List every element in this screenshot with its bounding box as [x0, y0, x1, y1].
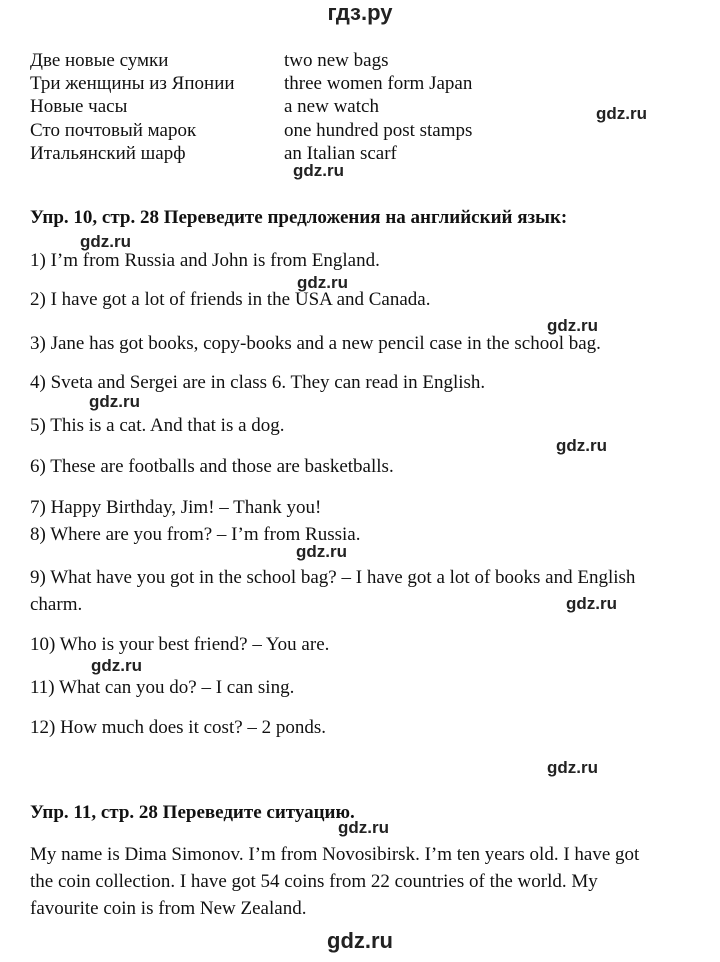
watermark: gdz.ru: [547, 316, 598, 335]
sentence: 5) This is a cat. And that is a dog.: [30, 415, 285, 436]
sentence: 12) How much does it cost? – 2 ponds.: [30, 717, 327, 738]
watermark: gdz.ru: [338, 818, 389, 837]
sentence: 9) What have you got in the school bag? – I have got a lot of books and English: [30, 567, 636, 588]
watermark: gdz.ru: [89, 392, 140, 411]
watermark: gdz.ru: [547, 758, 598, 777]
sentence: 8) Where are you from? – I’m from Russia.: [30, 524, 361, 545]
watermark: gdz.ru: [596, 104, 647, 123]
sentence-continuation: charm.: [30, 594, 83, 615]
vocab-en: three women form Japan: [284, 73, 473, 94]
vocab-ru: Две новые сумки: [30, 50, 169, 71]
watermark: gdz.ru: [296, 542, 347, 561]
sentence: 2) I have got a lot of friends in the USA and Canada.: [30, 289, 431, 310]
vocab-en: one hundred post stamps: [284, 120, 473, 141]
vocab-en: a new watch: [284, 96, 379, 117]
watermark: gdz.ru: [556, 436, 607, 455]
sentence: 10) Who is your best friend? – You are.: [30, 634, 330, 655]
sentence: 4) Sveta and Sergei are in class 6. They can read in English.: [30, 372, 486, 393]
watermark: gdz.ru: [91, 656, 142, 675]
sentence: 11) What can you do? – I can sing.: [30, 677, 295, 698]
watermark: gdz.ru: [293, 161, 344, 180]
watermark-top: гдз.ру: [327, 0, 393, 25]
vocab-ru: Новые часы: [30, 96, 128, 117]
sentence: 1) I’m from Russia and John is from England.: [30, 250, 380, 271]
paragraph-line: favourite coin is from New Zealand.: [30, 898, 307, 919]
vocab-ru: Итальянский шарф: [30, 143, 186, 164]
vocab-en: an Italian scarf: [284, 143, 397, 164]
sentence: 6) These are footballs and those are basketballs.: [30, 456, 394, 477]
watermark-bottom: gdz.ru: [327, 928, 393, 953]
vocab-en: two new bags: [284, 50, 389, 71]
sentence: 3) Jane has got books, copy-books and a new pencil case in the school bag.: [30, 333, 601, 354]
vocab-ru: Три женщины из Японии: [30, 73, 235, 94]
watermark: gdz.ru: [297, 273, 348, 292]
paragraph-line: the coin collection. I have got 54 coins from 22 countries of the world. My: [30, 871, 598, 892]
sentence: 7) Happy Birthday, Jim! – Thank you!: [30, 497, 322, 518]
paragraph-line: My name is Dima Simonov. I’m from Novosibirsk. I’m ten years old. I have got: [30, 844, 640, 865]
watermark: gdz.ru: [80, 232, 131, 251]
exercise-11-heading: Упр. 11, стр. 28 Переведите ситуацию.: [30, 802, 355, 823]
watermark: gdz.ru: [566, 594, 617, 613]
exercise-10-heading: Упр. 10, стр. 28 Переведите предложения на английский язык:: [30, 207, 568, 228]
vocab-ru: Сто почтовый марок: [30, 120, 197, 141]
